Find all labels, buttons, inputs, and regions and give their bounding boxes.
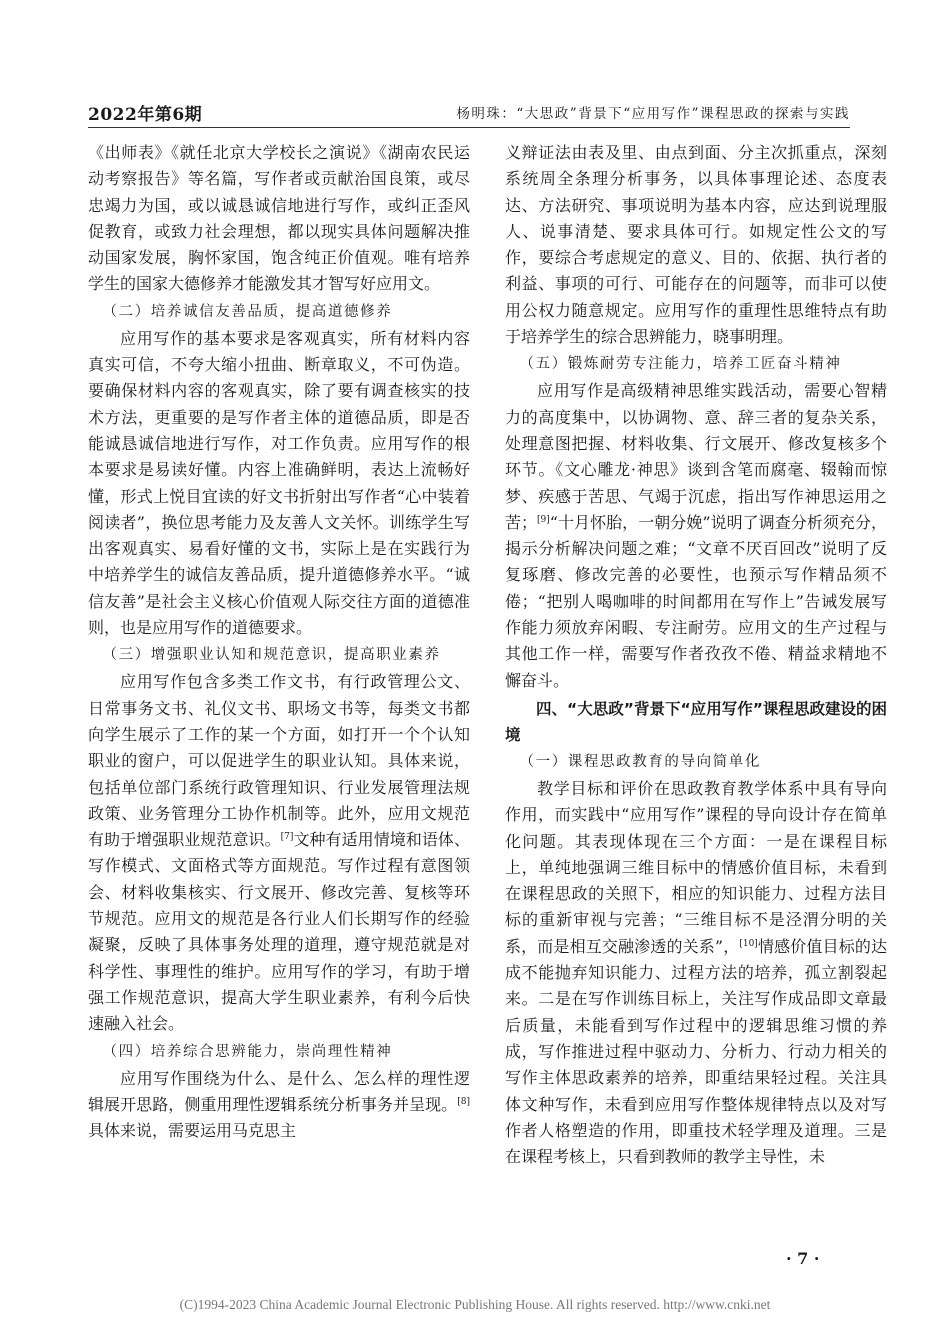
citation-ref: [9] <box>537 514 550 525</box>
citation-ref: [8] <box>457 1096 470 1107</box>
page-number: · 7 · <box>786 1249 820 1268</box>
paragraph: 义辩证法由表及里、由点到面、分主次抓重点，深刻系统周全条理分析事务，以具体事理论述、态度表达、方法研究、事项说明为基本内容，应达到说理服人、说事清楚、要求具体可行。如规定性公文的写作，要综合考虑规定的意义、目的、依据、执行者的利益、事项的可行、可能存在的问题等，而非可以使用公权力随意规定。应用写作的重理性思维特点有助于培养学生的综合思辨能力，晓事明理。 <box>505 143 887 347</box>
paragraph: 《出师表》《就任北京大学校长之演说》《湖南农民运动考察报告》等名篇，写作者或贡献治国良策，或尽忠竭力为国，或以诚恳诚信地进行写作，或纠正歪风促教育，或致力社会理想，都以现实具体问题解决推动国家发展，胸怀家国，饱含纯正价值观。唯有培养学生的国家大德修养才能激发其才智写好应用文。 <box>88 143 470 294</box>
section-heading: 四、“大思政”背景下“应用写作”课程思政建设的困境 <box>505 699 887 744</box>
paragraph <box>88 669 470 1037</box>
paragraph-text: 文种有适用情境和语体、写作模式、文面格式等方面规范。写作过程有意图领会、材料收集核实、行文展开、修改完善、复核等环节规范。应用文的规范是各行业人们长期写作的经验凝聚，反映了具体事务处理的道理，遵守规范就是对科学性、事理性的维护。应用写作的学习，有助于增强工作规范意识，提高大学生职业素养，有利今后快速融入社会。 <box>88 830 470 1034</box>
running-title: 杨明珠：“大思政”背景下“应用写作”课程思政的探索与实践 <box>456 106 850 122</box>
left-column <box>88 140 470 1144</box>
subheading: （五）锻炼耐劳专注能力，培养工匠奋斗精神 <box>519 356 842 373</box>
copyright-footer: (C)1994-2023 China Academic Journal Electronic Publishing House. All rights reserved. http://www.cnki.net <box>179 1297 771 1312</box>
journal-issue: 2022年第6期 <box>88 105 203 125</box>
citation-ref: [10] <box>739 938 758 949</box>
paragraph <box>88 1066 470 1145</box>
paragraph-text: “十月怀胎，一朝分娩”说明了调查分析须充分，揭示分析解决问题之难；“文章不厌百回改”说明了反复琢磨、修改完善的必要性，也预示写作精品须不倦；“把别人喝咖啡的时间都用在写作上”告诫发展写作能力须放弃闲暇、专注耐劳。应用文的生产过程与其他工作一样，需要写作者孜孜不倦、精益求精地不懈奋斗。 <box>505 512 887 690</box>
subheading: （一）课程思政教育的导向简单化 <box>519 753 761 770</box>
paragraph <box>505 776 887 1170</box>
paragraph: 应用写作的基本要求是客观真实，所有材料内容真实可信，不夸大缩小扭曲、断章取义，不可伪造。要确保材料内容的客观真实，除了要有调查核实的技术方法，更重要的是写作者主体的道德品质，即是否能诚恳诚信地进行写作，对工作负责。应用写作的根本要求是易读好懂。内容上准确鲜明，表达上流畅好懂，形式上悦目宜读的好文书折射出写作者“心中装着阅读者”，换位思考能力及友善人文关怀。训练学生写出客观真实、易看好懂的文书，实际上是在实践行为中培养学生的诚信友善品质，提升道德修养水平。“诚信友善”是社会主义核心价值观人际交往方面的道德准则，也是应用写作的道德要求。 <box>88 328 470 638</box>
paragraph-text: 具体来说，需要运用马克思主 <box>88 1121 297 1141</box>
paragraph-text: 应用写作是高级精神思维实践活动，需要心智精力的高度集中，以协调物、意、辞三者的复杂关系，处理意图把握、材料收集、行文展开、修改复核多个环节。《文心雕龙·神思》谈到含笔而腐毫、辍翰而惊梦、疾感于苦思、气竭于沉虑，指出写作神思运用之苦； <box>505 381 887 532</box>
paragraph-text: 应用写作包含多类工作文书，有行政管理公文、日常事务文书、礼仪文书、职场文书等，每类文书都向学生展示了工作的某一个方面，如打开一个个认知职业的窗户，可以促进学生的职业认知。具体来说，包括单位部门系统行政管理知识、行业发展管理法规政策、业务管理分工协作机制等。此外，应用文规范有助于增强职业规范意识。 <box>88 672 470 850</box>
header-rule <box>88 127 850 128</box>
paragraph-text: 应用写作围绕为什么、是什么、怎么样的理性逻辑展开思路，侧重用理性逻辑系统分析事务并呈现。 <box>88 1068 470 1114</box>
subheading: （三）增强职业认知和规范意识，提高职业素养 <box>102 647 441 664</box>
subheading: （四）培养综合思辨能力，崇尚理性精神 <box>102 1043 393 1060</box>
subheading: （二）培养诚信友善品质，提高道德修养 <box>102 303 393 320</box>
paragraph <box>505 378 887 694</box>
right-column <box>505 140 887 1170</box>
paragraph-text: 情感价值目标的达成不能抛弃知识能力、过程方法的培养，孤立割裂起来。二是在写作训练目标上，关注写作成品即文章最后质量，未能看到写作过程中的逻辑思维习惯的养成，写作推进过程中驱动力、分析力、行动力相关的写作主体思政素养的培养，即重结果轻过程。关注具体文种写作，未看到应用写作整体规律特点以及对写作者人格塑造的作用，即重技术轻学理及道理。三是在课程考核上，只看到教师的教学主导性，未 <box>505 936 887 1167</box>
citation-ref: [7] <box>280 832 294 843</box>
paragraph-text: 教学目标和评价在思政教育教学体系中具有导向作用，而实践中“应用写作”课程的导向设计存在简单化问题。其表现体现在三个方面：一是在课程目标上，单纯地强调三维目标中的情感价值目标，未看到在课程思政的关照下，相应的知识能力、过程方法目标的重新审视与完善；“三维目标不是泾渭分明的关系，而是相互交融渗透的关系”， <box>505 778 887 956</box>
